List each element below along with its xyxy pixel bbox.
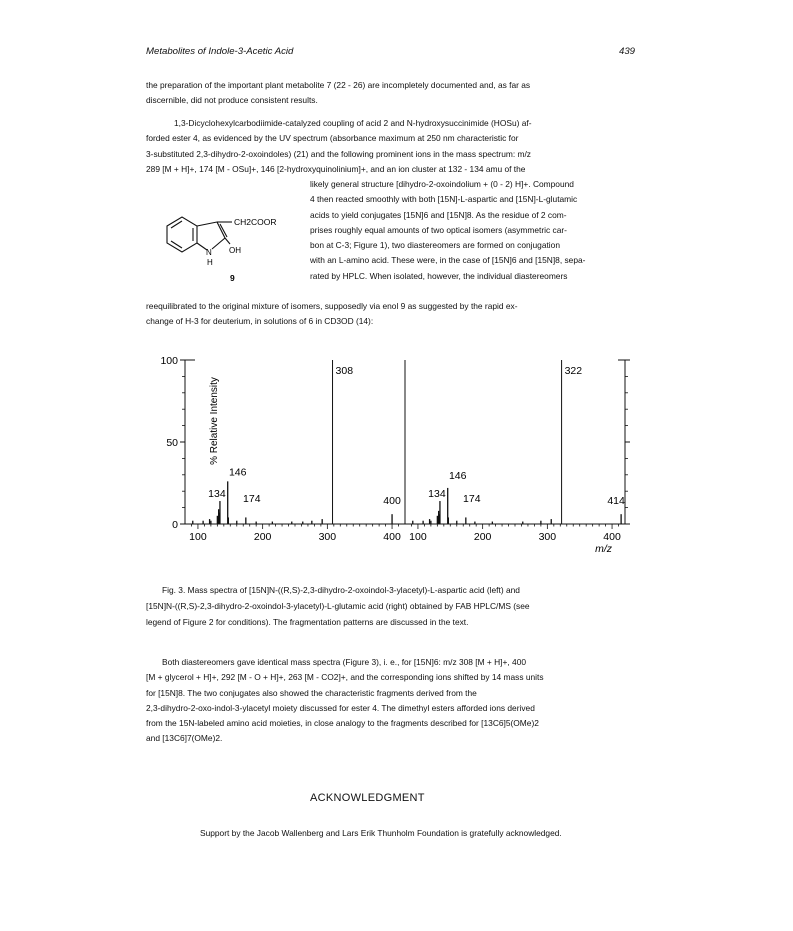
text-line: with an L-amino acid. These were, in the case of [15N]6 and [15N]8, sepa- xyxy=(310,255,586,266)
peak-label: 146 xyxy=(448,469,467,482)
running-title: Metabolites of Indole-3-Acetic Acid xyxy=(146,46,294,57)
y-tick-label: 100 xyxy=(160,355,178,367)
peak-label: 174 xyxy=(243,493,261,505)
peak-label: 414 xyxy=(607,495,625,508)
compound-number: 9 xyxy=(230,273,235,283)
x-axis-title: m/z xyxy=(595,543,612,555)
text-line: Both diastereomers gave identical mass spectra (Figure 3), i. e., for [15N]6: m/z 308 [M + H]+, 400 xyxy=(162,657,527,667)
x-tick-label: 300 xyxy=(538,531,557,543)
figure-caption xyxy=(146,582,640,630)
text-line: [M + glycerol + H]+, 292 [M - O + H]+, 263 [M - CO2]+, and the corresponding ions shifted by 14 mass units xyxy=(146,672,544,683)
text-line: 289 [M + H]+, 174 [M - OSu]+, 146 [2-hydroxyquinolinium]+, and an ion cluster at 132 - 134 amu of the xyxy=(146,163,526,174)
text-line: prises roughly equal amounts of two optical isomers (asymmetric car- xyxy=(310,224,567,235)
y-tick-label: 0 xyxy=(172,519,178,531)
text-line: 3-substituted 2,3-dihydro-2-oxoindoles) (21) and the following prominent ions in the mass spectrum: m/z xyxy=(146,148,531,159)
peak-label: 134 xyxy=(428,488,446,501)
x-tick-label: 100 xyxy=(189,531,207,543)
y-tick-label: 50 xyxy=(166,437,178,449)
text-line: acids to yield conjugates [15N]6 and [15N]8. As the residue of 2 com- xyxy=(310,209,567,220)
text-line: bon at C-3; Figure 1), two diastereomers are formed on conjugation xyxy=(310,240,560,251)
substituent-label: CH2COOR xyxy=(234,217,277,227)
acknowledgment-text: Support by the Jacob Wallenberg and Lars Erik Thunholm Foundation is gratefully acknowledged. xyxy=(200,828,562,838)
acknowledgment-heading: ACKNOWLEDGMENT xyxy=(310,792,425,804)
x-tick-label: 400 xyxy=(383,531,401,543)
x-tick-label: 300 xyxy=(318,531,337,543)
y-axis-title: % Relative Intensity xyxy=(209,377,220,465)
x-tick-label: 200 xyxy=(473,531,492,543)
caption-line: [15N]N-((R,S)-2,3-dihydro-2-oxoindol-3-ylacetyl)-L-glutamic acid (right) obtained by FAB HPLC/MS (see xyxy=(146,601,530,611)
x-tick-label: 400 xyxy=(603,531,621,543)
hydrogen-label: H xyxy=(207,258,213,267)
peak-label: 174 xyxy=(463,493,481,505)
text-line: 4 then reacted smoothly with both [15N]-L-aspartic and [15N]-L-glutamic xyxy=(310,194,578,205)
text-line: 1,3-Dicyclohexylcarbodiimide-catalyzed coupling of acid 2 and N-hydroxysuccinimide (HOSu) af- xyxy=(174,118,532,128)
text-line: rated by HPLC. When isolated, however, the individual diastereomers xyxy=(310,270,568,281)
text-line: likely general structure [dihydro-2-oxoindolium + (0 - 2) H]+. Compound xyxy=(310,179,574,189)
text-line: 2,3-dihydro-2-oxo-indol-3-ylacetyl moiety discussed for ester 4. The dimethyl esters afforded ions derived xyxy=(146,702,535,713)
peak-label: 134 xyxy=(208,488,226,501)
peak-label: 322 xyxy=(564,365,583,377)
caption-line: legend of Figure 2 for conditions). The fragmentation patterns are discussed in the text. xyxy=(146,617,469,627)
nitrogen-label: N xyxy=(206,248,212,257)
text-line: for [15N]8. The two conjugates also showed the characteristic fragments derived from the xyxy=(146,687,477,698)
hydroxyl-label: OH xyxy=(229,246,241,255)
text-line: forded ester 4, as evidenced by the UV spectrum (absorbance maximum at 250 nm characteristic for xyxy=(146,133,519,144)
x-tick-label: 200 xyxy=(253,531,272,543)
text-line: change of H-3 for deuterium, in solutions of 6 in CD3OD (14): xyxy=(146,316,374,327)
text-line: from the 15N-labeled amino acid moieties, in close analogy to the fragments described for [13C6]5(OMe)2 xyxy=(146,718,539,729)
peak-label: 308 xyxy=(335,365,354,377)
peak-label: 400 xyxy=(383,495,401,508)
text-line: reequilibrated to the original mixture of isomers, supposedly via enol 9 as suggested by the rapid ex- xyxy=(146,301,518,311)
paragraph-results xyxy=(146,655,636,747)
peak-label: 146 xyxy=(228,466,247,479)
text-line: discernible, did not produce consistent results. xyxy=(146,95,318,106)
page-number: 439 xyxy=(619,46,636,57)
text-line: the preparation of the important plant metabolite 7 (22 - 26) are incompletely documented and, as far as xyxy=(146,80,531,90)
x-tick-label: 100 xyxy=(409,531,427,543)
text-line: and [13C6]7(OMe)2. xyxy=(146,733,223,744)
caption-line: Fig. 3. Mass spectra of [15N]N-((R,S)-2,3-dihydro-2-oxoindol-3-ylacetyl)-L-aspartic acid (left) and xyxy=(162,585,520,595)
